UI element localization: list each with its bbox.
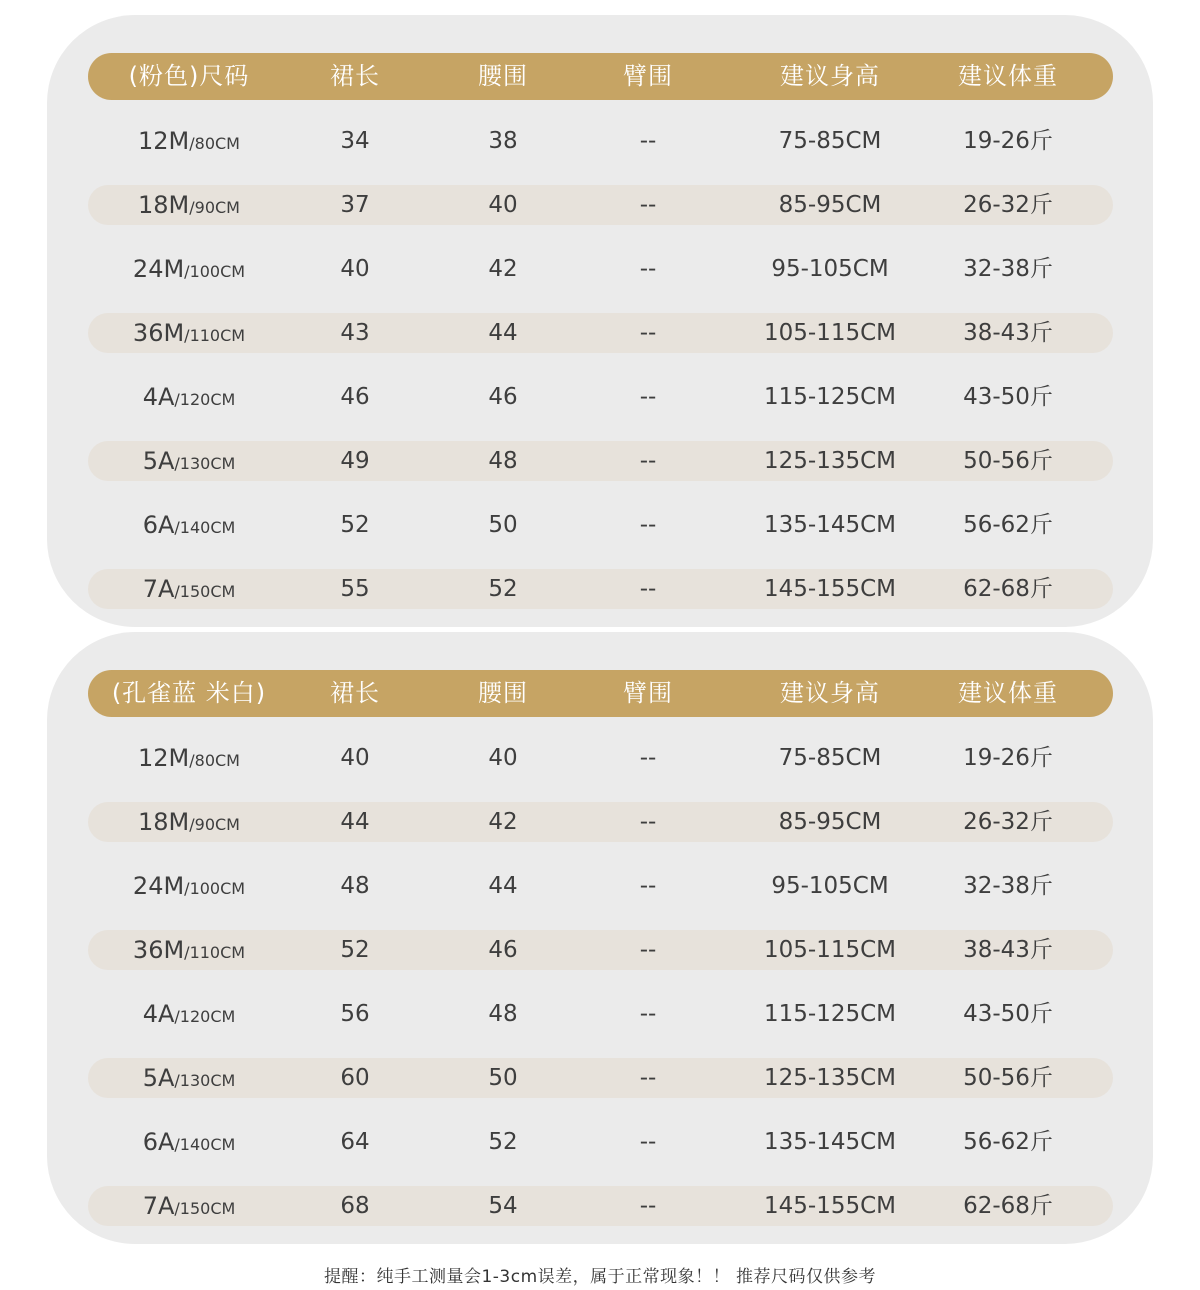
size-label: 24M [132, 872, 185, 900]
weight-cell: 56-62斤 [963, 1129, 1053, 1155]
table-row [88, 930, 1113, 970]
arm-cell: -- [639, 512, 657, 538]
size-cell [133, 930, 245, 970]
arm-cell: -- [639, 745, 657, 771]
waist-cell: 42 [488, 256, 518, 282]
size-label: 18M [138, 808, 190, 836]
table-row [88, 313, 1113, 353]
arm-cell: -- [639, 320, 657, 346]
table-row [88, 802, 1113, 842]
length-cell: 40 [340, 256, 370, 282]
weight-cell: 43-50斤 [963, 384, 1053, 410]
length-cell: 37 [340, 192, 370, 218]
weight-cell: 62-68斤 [963, 576, 1053, 602]
weight-cell: 19-26斤 [963, 128, 1053, 154]
length-cell: 52 [340, 512, 370, 538]
arm-cell: -- [639, 384, 657, 410]
size-cm-label: /130CM [174, 1071, 236, 1090]
waist-cell: 52 [488, 576, 518, 602]
header-waist: 腰围 [478, 62, 528, 90]
table-row [88, 441, 1113, 481]
height-cell: 105-115CM [763, 320, 897, 346]
header-weight: 建议体重 [958, 679, 1058, 707]
length-cell: 44 [340, 809, 370, 835]
weight-cell: 43-50斤 [963, 1001, 1053, 1027]
table-row [88, 866, 1113, 906]
size-cell [143, 377, 236, 417]
size-cell [143, 1122, 236, 1162]
waist-cell: 40 [488, 745, 518, 771]
size-cm-label: /80CM [189, 134, 240, 153]
table-row [88, 377, 1113, 417]
height-cell: 135-145CM [763, 1129, 897, 1155]
waist-cell: 42 [488, 809, 518, 835]
height-cell: 135-145CM [763, 512, 897, 538]
size-cm-label: /130CM [174, 454, 236, 473]
size-label: 24M [132, 255, 185, 283]
height-cell: 125-135CM [763, 448, 897, 474]
size-label: 36M [132, 936, 185, 964]
header-height: 建议身高 [780, 679, 880, 707]
height-cell: 145-155CM [763, 576, 897, 602]
size-cm-label: /100CM [184, 262, 246, 281]
size-cm-label: /120CM [174, 390, 236, 409]
size-cell [138, 121, 240, 161]
height-cell: 145-155CM [763, 1193, 897, 1219]
height-cell: 85-95CM [778, 192, 882, 218]
size-cm-label: /110CM [184, 326, 246, 345]
header-length: 裙长 [330, 679, 380, 707]
table-row [88, 185, 1113, 225]
table-header [88, 670, 1113, 717]
size-cell [143, 569, 236, 609]
arm-cell: -- [639, 873, 657, 899]
waist-cell: 46 [488, 384, 518, 410]
size-cm-label: /100CM [184, 879, 246, 898]
size-cell [133, 866, 245, 906]
size-label: 5A [142, 1064, 175, 1092]
length-cell: 55 [340, 576, 370, 602]
size-label: 6A [142, 511, 175, 539]
weight-cell: 32-38斤 [963, 873, 1053, 899]
size-cell [143, 1186, 236, 1226]
weight-cell: 38-43斤 [963, 320, 1053, 346]
size-cell [138, 185, 240, 225]
waist-cell: 52 [488, 1129, 518, 1155]
size-label: 5A [142, 447, 175, 475]
size-cell [133, 249, 245, 289]
size-table-blue-white [47, 632, 1153, 1244]
size-label: 4A [142, 383, 175, 411]
size-cell [143, 441, 236, 481]
height-cell: 95-105CM [771, 256, 889, 282]
size-label: 7A [142, 1192, 175, 1220]
weight-cell: 26-32斤 [963, 809, 1053, 835]
header-arm: 臂围 [623, 62, 673, 90]
weight-cell: 38-43斤 [963, 937, 1053, 963]
arm-cell: -- [639, 256, 657, 282]
table-row [88, 994, 1113, 1034]
arm-cell: -- [639, 1065, 657, 1091]
weight-cell: 50-56斤 [963, 448, 1053, 474]
arm-cell: -- [639, 1001, 657, 1027]
arm-cell: -- [639, 128, 657, 154]
size-cell [133, 313, 245, 353]
weight-cell: 32-38斤 [963, 256, 1053, 282]
height-cell: 125-135CM [763, 1065, 897, 1091]
arm-cell: -- [639, 809, 657, 835]
height-cell: 75-85CM [778, 128, 882, 154]
waist-cell: 46 [488, 937, 518, 963]
length-cell: 34 [340, 128, 370, 154]
table-row [88, 1058, 1113, 1098]
waist-cell: 40 [488, 192, 518, 218]
height-cell: 85-95CM [778, 809, 882, 835]
height-cell: 115-125CM [763, 1001, 897, 1027]
table-row [88, 505, 1113, 545]
size-cell [138, 738, 240, 778]
table-header [88, 53, 1113, 100]
height-cell: 95-105CM [771, 873, 889, 899]
length-cell: 43 [340, 320, 370, 346]
arm-cell: -- [639, 448, 657, 474]
length-cell: 40 [340, 745, 370, 771]
size-cm-label: /80CM [189, 751, 240, 770]
size-label: 18M [138, 191, 190, 219]
arm-cell: -- [639, 1193, 657, 1219]
waist-cell: 44 [488, 873, 518, 899]
size-cm-label: /150CM [174, 582, 236, 601]
size-label: 6A [142, 1128, 175, 1156]
size-cm-label: /90CM [189, 815, 240, 834]
waist-cell: 38 [488, 128, 518, 154]
waist-cell: 48 [488, 1001, 518, 1027]
size-cm-label: /140CM [174, 518, 236, 537]
waist-cell: 48 [488, 448, 518, 474]
table-row [88, 249, 1113, 289]
size-label: 36M [132, 319, 185, 347]
length-cell: 60 [340, 1065, 370, 1091]
size-cm-label: /120CM [174, 1007, 236, 1026]
header-size: (孔雀蓝 米白) [111, 679, 267, 707]
length-cell: 46 [340, 384, 370, 410]
weight-cell: 50-56斤 [963, 1065, 1053, 1091]
length-cell: 52 [340, 937, 370, 963]
length-cell: 48 [340, 873, 370, 899]
table-row [88, 738, 1113, 778]
header-weight: 建议体重 [958, 62, 1058, 90]
arm-cell: -- [639, 576, 657, 602]
size-label: 12M [138, 127, 190, 155]
height-cell: 105-115CM [763, 937, 897, 963]
table-row [88, 1186, 1113, 1226]
size-label: 12M [138, 744, 190, 772]
size-cell [138, 802, 240, 842]
header-height: 建议身高 [780, 62, 880, 90]
header-waist: 腰围 [478, 679, 528, 707]
weight-cell: 26-32斤 [963, 192, 1053, 218]
weight-cell: 19-26斤 [963, 745, 1053, 771]
table-row [88, 1122, 1113, 1162]
header-arm: 臂围 [623, 679, 673, 707]
height-cell: 115-125CM [763, 384, 897, 410]
size-cm-label: /140CM [174, 1135, 236, 1154]
size-cell [143, 994, 236, 1034]
arm-cell: -- [639, 937, 657, 963]
header-size: (粉色)尺码 [128, 62, 250, 90]
arm-cell: -- [639, 192, 657, 218]
arm-cell: -- [639, 1129, 657, 1155]
waist-cell: 50 [488, 1065, 518, 1091]
measurement-note: 提醒：纯手工测量会1-3cm误差，属于正常现象！！ 推荐尺码仅供参考 [323, 1267, 877, 1287]
waist-cell: 54 [488, 1193, 518, 1219]
size-cm-label: /110CM [184, 943, 246, 962]
weight-cell: 56-62斤 [963, 512, 1053, 538]
waist-cell: 50 [488, 512, 518, 538]
header-length: 裙长 [330, 62, 380, 90]
size-label: 4A [142, 1000, 175, 1028]
size-label: 7A [142, 575, 175, 603]
waist-cell: 44 [488, 320, 518, 346]
length-cell: 68 [340, 1193, 370, 1219]
size-cm-label: /90CM [189, 198, 240, 217]
length-cell: 64 [340, 1129, 370, 1155]
length-cell: 49 [340, 448, 370, 474]
size-cell [143, 1058, 236, 1098]
size-cell [143, 505, 236, 545]
size-cm-label: /150CM [174, 1199, 236, 1218]
size-table-pink [47, 15, 1153, 627]
length-cell: 56 [340, 1001, 370, 1027]
weight-cell: 62-68斤 [963, 1193, 1053, 1219]
table-row [88, 121, 1113, 161]
table-row [88, 569, 1113, 609]
height-cell: 75-85CM [778, 745, 882, 771]
